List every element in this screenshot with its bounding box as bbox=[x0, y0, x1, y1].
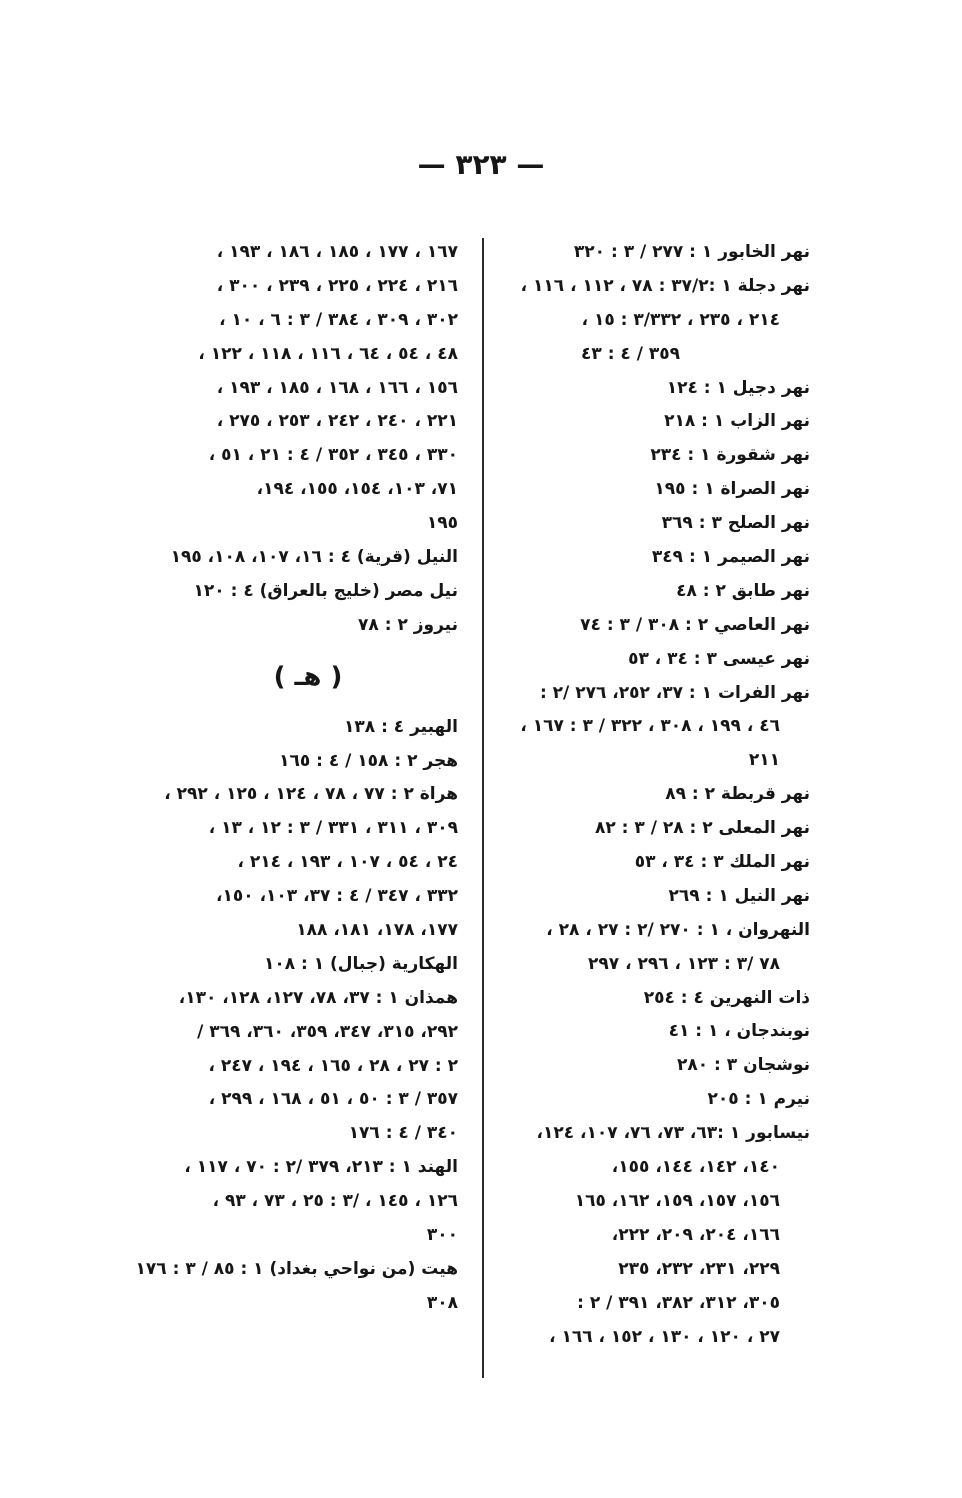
index-entry: النهروان ، ١ : ٢٧٠ /٢ : ٢٧ ، ٢٨ ، bbox=[546, 919, 810, 940]
index-entry: نهر عيسى ٣ : ٣٤ ، ٥٣ bbox=[628, 648, 810, 669]
index-entry: نهر دجيل ١ : ١٢٤ bbox=[666, 377, 810, 398]
index-entry: نيروز ٢ : ٧٨ bbox=[358, 614, 458, 635]
index-entry: ٧١، ١٠٣، ١٥٤، ١٥٥، ١٩٤، bbox=[256, 479, 458, 500]
index-entry: نهر الخابور ١ : ٢٧٧ / ٣ : ٣٢٠ bbox=[573, 242, 810, 262]
column-divider bbox=[482, 238, 484, 1378]
index-entry: ٣٠٢ ، ٣٠٩ ، ٣٨٤ / ٣ : ٦ ، ١٠ ، bbox=[219, 309, 458, 330]
index-entry: ١٩٥ bbox=[426, 513, 458, 534]
index-entry: ٣٠٠ bbox=[426, 1225, 458, 1246]
index-entry: نهر الزاب ١ : ٢١٨ bbox=[664, 411, 810, 432]
index-entry: ٣٣٠ ، ٣٤٥ ، ٣٥٢ / ٤ : ٢١ ، ٥١ ، bbox=[208, 445, 458, 466]
page-number: — ٣٢٣ — bbox=[417, 148, 545, 181]
index-entry: ٤٦ ، ١٩٩ ، ٣٠٨ ، ٣٢٢ / ٣ : ١٦٧ ، bbox=[520, 716, 780, 737]
index-entry: النيل (قرية) ٤ : ١٦، ١٠٧، ١٠٨، ١٩٥ bbox=[170, 547, 458, 568]
index-entry: ٣٥٩ / ٤ : ٤٣ bbox=[581, 343, 680, 364]
index-entry: نهر طابق ٢ : ٤٨ bbox=[676, 580, 810, 601]
index-entry: ٢٢١ ، ٢٤٠ ، ٢٤٢ ، ٢٥٣ ، ٢٧٥ ، bbox=[216, 411, 458, 432]
index-entry: نيسابور ١ :٦٣، ٧٣، ٧٦، ١٠٧، ١٢٤، bbox=[536, 1123, 810, 1144]
index-entry: الهكارية (جبال) ١ : ١٠٨ bbox=[263, 953, 458, 974]
index-entry: نهر الفرات ١ : ٣٧، ٢٥٢، ٢٧٦ /٢ : bbox=[539, 682, 810, 703]
index-entry: ٢٤ ، ٥٤ ، ١٠٧ ، ١٩٣ ، ٢١٤ ، bbox=[237, 852, 458, 873]
index-entry: نهر الملك ٣ : ٣٤ ، ٥٣ bbox=[634, 852, 810, 873]
index-entry: هجر ٢ : ١٥٨ / ٤ : ١٦٥ bbox=[279, 750, 458, 771]
index-entry: ١٢٦ ، ١٤٥ ، /٣ : ٢٥ ، ٧٣ ، ٩٣ ، bbox=[212, 1191, 458, 1212]
index-entry: همذان ١ : ٣٧، ٧٨، ١٢٧، ١٢٨، ١٣٠، bbox=[178, 987, 458, 1008]
index-entry: ٣٣٢ ، ٣٤٧ / ٤ : ٣٧، ١٠٣، ١٥٠، bbox=[216, 886, 458, 907]
index-entry: ١٦٧ ، ١٧٧ ، ١٨٥ ، ١٨٦ ، ١٩٣ ، bbox=[216, 242, 458, 262]
index-entry: ٣٥٧ / ٣ : ٥٠ ، ٥١ ، ١٦٨ ، ٢٩٩ ، bbox=[208, 1089, 458, 1110]
index-entry: ٣٠٨ bbox=[426, 1292, 458, 1313]
index-entry: ٣٤٠ / ٤ : ١٧٦ bbox=[348, 1123, 458, 1144]
index-block-nun-continued bbox=[158, 236, 458, 643]
index-entry: نوشجان ٣ : ٢٨٠ bbox=[677, 1055, 810, 1076]
index-entry: نهر النيل ١ : ٢٦٩ bbox=[668, 885, 810, 906]
index-entry: الهبير ٤ : ١٣٨ bbox=[344, 716, 458, 737]
index-entry: نيل مصر (خليج بالعراق) ٤ : ١٢٠ bbox=[193, 580, 458, 601]
index-entry: الهند ١ : ٢١٣، ٣٧٩ /٢ : ٧٠ ، ١١٧ ، bbox=[184, 1157, 458, 1178]
index-entry: ذات النهرين ٤ : ٢٥٤ bbox=[643, 987, 810, 1008]
index-entry: ١٥٦ ، ١٦٦ ، ١٦٨ ، ١٨٥ ، ١٩٣ ، bbox=[216, 377, 458, 398]
index-entry: ١٧٧، ١٧٨، ١٨١، ١٨٨ bbox=[296, 920, 458, 941]
index-entry: نهر شقورة ١ : ٢٣٤ bbox=[650, 445, 810, 466]
index-entry: هراة ٢ : ٧٧ ، ٧٨ ، ١٢٤ ، ١٢٥ ، ٢٩٢ ، bbox=[164, 784, 458, 805]
index-entry: ٢١٤ ، ٢٣٥ ، ٣/٣٣٢ : ١٥ ، bbox=[581, 309, 780, 330]
index-entry: نهر الصلح ٣ : ٣٦٩ bbox=[661, 513, 810, 534]
index-entry: ٢ : ٢٧ ، ٢٨ ، ١٦٥ ، ١٩٤ ، ٢٤٧ ، bbox=[208, 1055, 458, 1076]
index-entry: ٢٩٢، ٣١٥، ٣٤٧، ٣٥٩، ٣٦٠، ٣٦٩ / bbox=[197, 1021, 458, 1042]
index-entry: ١٦٦، ٢٠٤، ٢٠٩، ٢٢٢، bbox=[611, 1224, 780, 1245]
index-entry: ١٤٠، ١٤٢، ١٤٤، ١٥٥، bbox=[611, 1157, 780, 1178]
index-column-left bbox=[135, 236, 458, 1321]
index-entry: ٢١١ bbox=[748, 750, 780, 771]
index-entry: ٤٨ ، ٥٤ ، ٦٤ ، ١١٦ ، ١١٨ ، ١٢٢ ، bbox=[198, 343, 458, 364]
index-entry: نهر العاصي ٢ : ٣٠٨ / ٣ : ٧٤ bbox=[580, 614, 810, 635]
index-entry: نهر دجلة ١ :٣٧/٢ : ٧٨ ، ١١٢ ، ١١٦ ، bbox=[520, 275, 810, 296]
index-entry: نهر الصيمر ١ : ٣٤٩ bbox=[651, 547, 810, 568]
index-entry: ١٥٦، ١٥٧، ١٥٩، ١٦٢، ١٦٥ bbox=[574, 1190, 780, 1211]
index-entry: نهر المعلى ٢ : ٢٨ / ٣ : ٨٢ bbox=[594, 818, 810, 839]
index-entry: نيرم ١ : ٢٠٥ bbox=[707, 1089, 810, 1110]
index-entry: ٣٠٩ ، ٣١١ ، ٣٣١ / ٣ : ١٢ ، ١٣ ، bbox=[208, 818, 458, 839]
index-entry: ٢٧ ، ١٢٠ ، ١٣٠ ، ١٥٢ ، ١٦٦ ، bbox=[549, 1326, 780, 1347]
index-entry: ٣٠٥، ٣١٢، ٣٨٢، ٣٩١ / ٢ : bbox=[577, 1292, 780, 1313]
index-block-ha bbox=[135, 711, 458, 1321]
index-entry: نهر قربطة ٢ : ٨٩ bbox=[665, 784, 810, 805]
index-entry: هيت (من نواحي بغداد) ١ : ٨٥ / ٣ : ١٧٦ bbox=[135, 1258, 458, 1279]
index-entry: ٢١٦ ، ٢٢٤ ، ٢٢٥ ، ٢٣٩ ، ٣٠٠ ، bbox=[216, 275, 458, 296]
index-column-right bbox=[508, 236, 810, 1354]
index-entry: نوبندجان ، ١ : ٤١ bbox=[668, 1021, 810, 1042]
section-letter-ha: ( هـ ) bbox=[273, 661, 343, 692]
index-entry: نهر الصراة ١ : ١٩٥ bbox=[654, 479, 810, 500]
index-entry: ٢٢٩، ٢٣١، ٢٣٢، ٢٣٥ bbox=[618, 1258, 780, 1279]
index-entry: ٧٨ /٣ : ١٢٣ ، ٢٩٦ ، ٢٩٧ bbox=[588, 953, 780, 974]
